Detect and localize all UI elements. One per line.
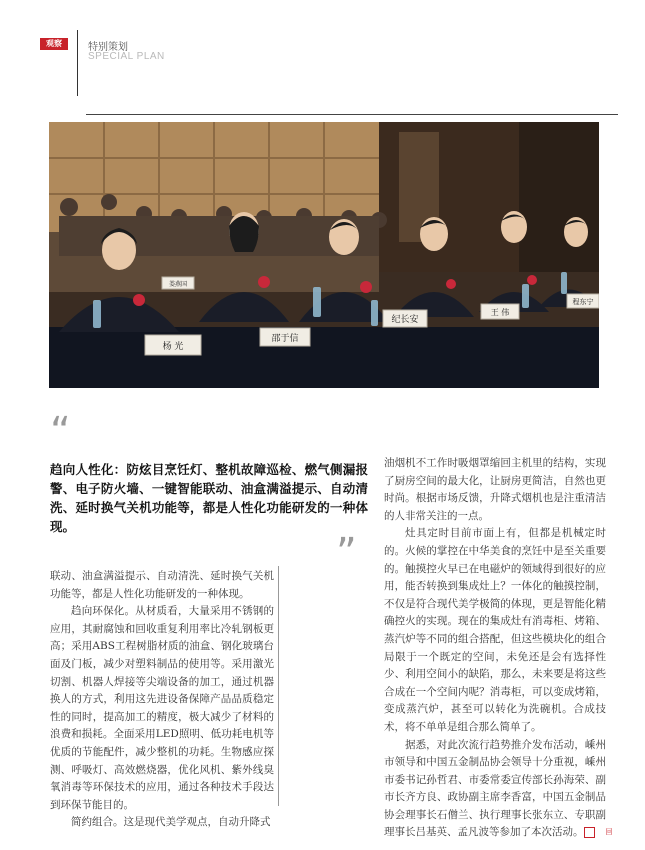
name-card-4: 王 伟 — [490, 308, 510, 317]
right-column — [384, 455, 613, 842]
name-card-6: 娄燕国 — [168, 281, 188, 288]
name-card-1: 杨 光 — [162, 342, 184, 352]
left-column — [50, 568, 274, 832]
left-paragraph: 联动、油盒满溢提示、自动清洗、延时换气关机功能等，都是人性化功能研发的一种体现。 — [50, 570, 274, 600]
right-paragraph-text: 据悉，对此次流行趋势推介发布活动，嵊州市领导和中国五金制品协会领导十分重视，嵊州市委书记孙哲君、市委常委宣传部长孙海荣、副市长齐方良、政协副主席李香富，中国五金制品协会理事长石僧兰、执行理事长张东立、专职副理事长吕基英、孟凡波等参加了本次活动。 — [384, 738, 606, 839]
name-card-2: 邵于信 — [271, 334, 299, 344]
name-card-5: 程东宁 — [572, 298, 594, 306]
name-card-3: 纪长安 — [391, 315, 419, 325]
event-photo — [49, 122, 599, 388]
open-quote-icon: “ — [50, 409, 71, 455]
photo-illustration — [49, 122, 599, 388]
pull-quote: 趋向人性化：防炫目烹饪灯、整机故障巡检、燃气侧漏报警、电子防火墙、一键智能联动、油盒满溢提示、自动清洗、延时换气关机功能等，都是人性化功能研发的一种体现。 — [50, 462, 368, 534]
close-quote-icon: ” — [336, 530, 357, 576]
right-paragraph: 灶具定时目前市面上有，但都是机械定时的。火候的掌控在中华美食的烹饪中是至关重要的。触摸控火早已在电磁炉的领域得到很好的应用，能否转换到集成灶上？一体化的触摸控制，不仅是符合现代美学极简的体现，更是智能化精确控火的实现。现在的集成灶有消毒柜、烤箱、蒸汽炉等不同的组合搭配，但这些模块化的组合局限于一个既定的空间，未免还是会有选择性少、利用空间小的缺陷，那么，未来要是将这些合成在一个空间内呢？消毒柜，可以变成烤箱，变成蒸汽炉，甚至可以转化为洗碗机。合成技术，将不单单是组合那么简单了。 — [384, 527, 606, 733]
left-paragraph: 趋向环保化。从材质看，大量采用不锈钢的应用，其耐腐蚀和回收重复利用率比冷轧钢板更高；采用ABS工程树脂材质的油盒、钢化玻璃台面及门板，减少对塑料制品的使用等。采用激光切割、机器人焊接等尖端设备的加工，通过机器换人的方式，利用这先进设备保障产品品质稳定性的同时，提高加工的精度，极大减少了材料的浪费和损耗。全面采用LED照明、低功耗电机等优质的节能配件，减少整机的功耗。生物感应探测、呼吸灯、高效燃烧器，优化风机、紫外线臭氧消毒等环保技术的应用，通过各种技术手段达到环保节能目的。 — [50, 605, 274, 811]
right-paragraph-final — [384, 737, 613, 843]
header-divider — [77, 30, 78, 96]
column-divider — [278, 566, 279, 806]
left-paragraph: 简约组合。这是现代美学观点，自动升降式 — [71, 816, 271, 829]
column-badge: 观察 — [40, 38, 68, 50]
section-title-en: SPECIAL PLAN — [88, 51, 165, 62]
end-mark-icon: 回 — [584, 827, 595, 838]
section-title-cn: 特别策划 — [88, 42, 128, 53]
header-rule — [86, 114, 618, 115]
right-paragraph: 油烟机不工作时吸烟罩缩回主机里的结构，实现了厨房空间的最大化，让厨房更简洁，自然也更时尚。根据市场反馈，升降式烟机也是注重清洁的人非常关注的一点。 — [384, 457, 606, 522]
